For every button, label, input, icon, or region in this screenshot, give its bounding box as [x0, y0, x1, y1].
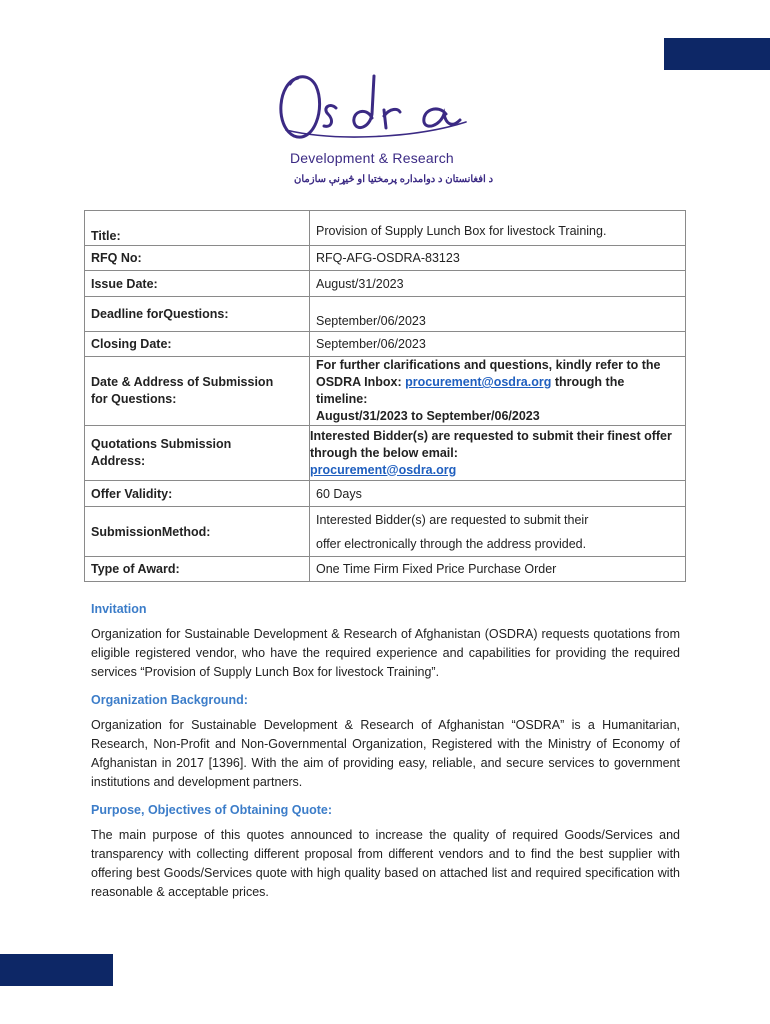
corner-decoration-top: [664, 38, 770, 70]
table-row-method: [85, 507, 686, 557]
invitation-heading: Invitation: [91, 602, 147, 616]
question-address-line-2-pre: OSDRA Inbox:: [316, 375, 406, 389]
purpose-heading: Purpose, Objectives of Obtaining Quote:: [91, 803, 332, 817]
logo-wordmark: [276, 68, 476, 148]
table-row-rfq: [85, 246, 686, 271]
table-row-quotation-address: [85, 426, 686, 481]
closing-label: Closing Date:: [85, 332, 310, 357]
question-address-line-1: For further clarifications and questions, kindly refer to the: [316, 358, 661, 372]
issue-value: August/31/2023: [310, 271, 686, 297]
corner-decoration-bottom: [0, 954, 113, 986]
question-address-line-2-post: through the timeline:: [316, 375, 625, 406]
title-value: Provision of Supply Lunch Box for livestock Training.: [310, 211, 686, 246]
invitation-text: Organization for Sustainable Development & Research of Afghanistan (OSDRA) requests quotations from eligible registered vendor, who have the required experience and capabilities for providing the required services “Provision of Supply Lunch Box for livestock Training”.: [91, 627, 680, 679]
document-body: [91, 600, 680, 911]
award-value: One Time Firm Fixed Price Purchase Order: [310, 557, 686, 582]
table-row-validity: [85, 481, 686, 507]
validity-value: 60 Days: [310, 481, 686, 507]
deadline-label: Deadline forQuestions:: [85, 297, 310, 332]
table-row-deadline: [85, 297, 686, 332]
quotation-address-label-1: Quotations Submission: [91, 437, 232, 451]
question-address-label-1: Date & Address of Submission: [91, 375, 274, 389]
deadline-value: September/06/2023: [310, 297, 686, 332]
question-address-line-3: August/31/2023 to September/06/2023: [316, 409, 540, 423]
quotation-email-link[interactable]: procurement@osdra.org: [310, 462, 457, 477]
validity-label: Offer Validity:: [85, 481, 310, 507]
closing-value: September/06/2023: [310, 332, 686, 357]
rfq-label: RFQ No:: [85, 246, 310, 271]
logo-native-text: د افغانستان د دوامداره پرمختیا او څیړنې سازمان: [294, 174, 494, 185]
osdra-logo: [276, 68, 494, 196]
question-email-link[interactable]: procurement@osdra.org: [405, 375, 552, 389]
purpose-text: The main purpose of this quotes announced to increase the quality of required Goods/Services and transparency with collecting different proposal from different vendors and to find the best supplier with offering best Goods/Services quote with high quality based on attached list and required specification with reasonable & acceptable prices.: [91, 828, 680, 899]
table-row-title: [85, 211, 686, 246]
background-text: Organization for Sustainable Development & Research of Afghanistan “OSDRA” is a Humanitarian, Research, Non-Profit and Non-Governmental Organization, Registered with the Ministry of Economy of Afghanistan in 2017 [1396]. With the aim of providing easy, reliable, and secure services to government institutions and development partners.: [91, 718, 680, 789]
quotation-address-label-2: Address:: [91, 454, 146, 468]
rfq-value: RFQ-AFG-OSDRA-83123: [310, 246, 686, 271]
method-line-2: offer electronically through the address provided.: [316, 536, 587, 551]
title-label: Title:: [85, 211, 310, 246]
background-heading: Organization Background:: [91, 693, 248, 707]
logo-subtitle: Development & Research: [290, 150, 454, 166]
question-address-label-2: for Questions:: [91, 392, 177, 406]
table-row-issue: [85, 271, 686, 297]
table-row-closing: [85, 332, 686, 357]
issue-label: Issue Date:: [85, 271, 310, 297]
quotation-line-1: Interested Bidder(s) are requested to submit their finest offer: [310, 428, 672, 443]
method-line-1: Interested Bidder(s) are requested to submit their: [316, 512, 589, 527]
award-label: Type of Award:: [85, 557, 310, 582]
rfq-summary-table: [84, 210, 686, 582]
quotation-line-2: through the below email:: [310, 445, 458, 460]
table-row-award: [85, 557, 686, 582]
method-label: SubmissionMethod:: [85, 507, 310, 557]
table-row-question-address: [85, 357, 686, 426]
